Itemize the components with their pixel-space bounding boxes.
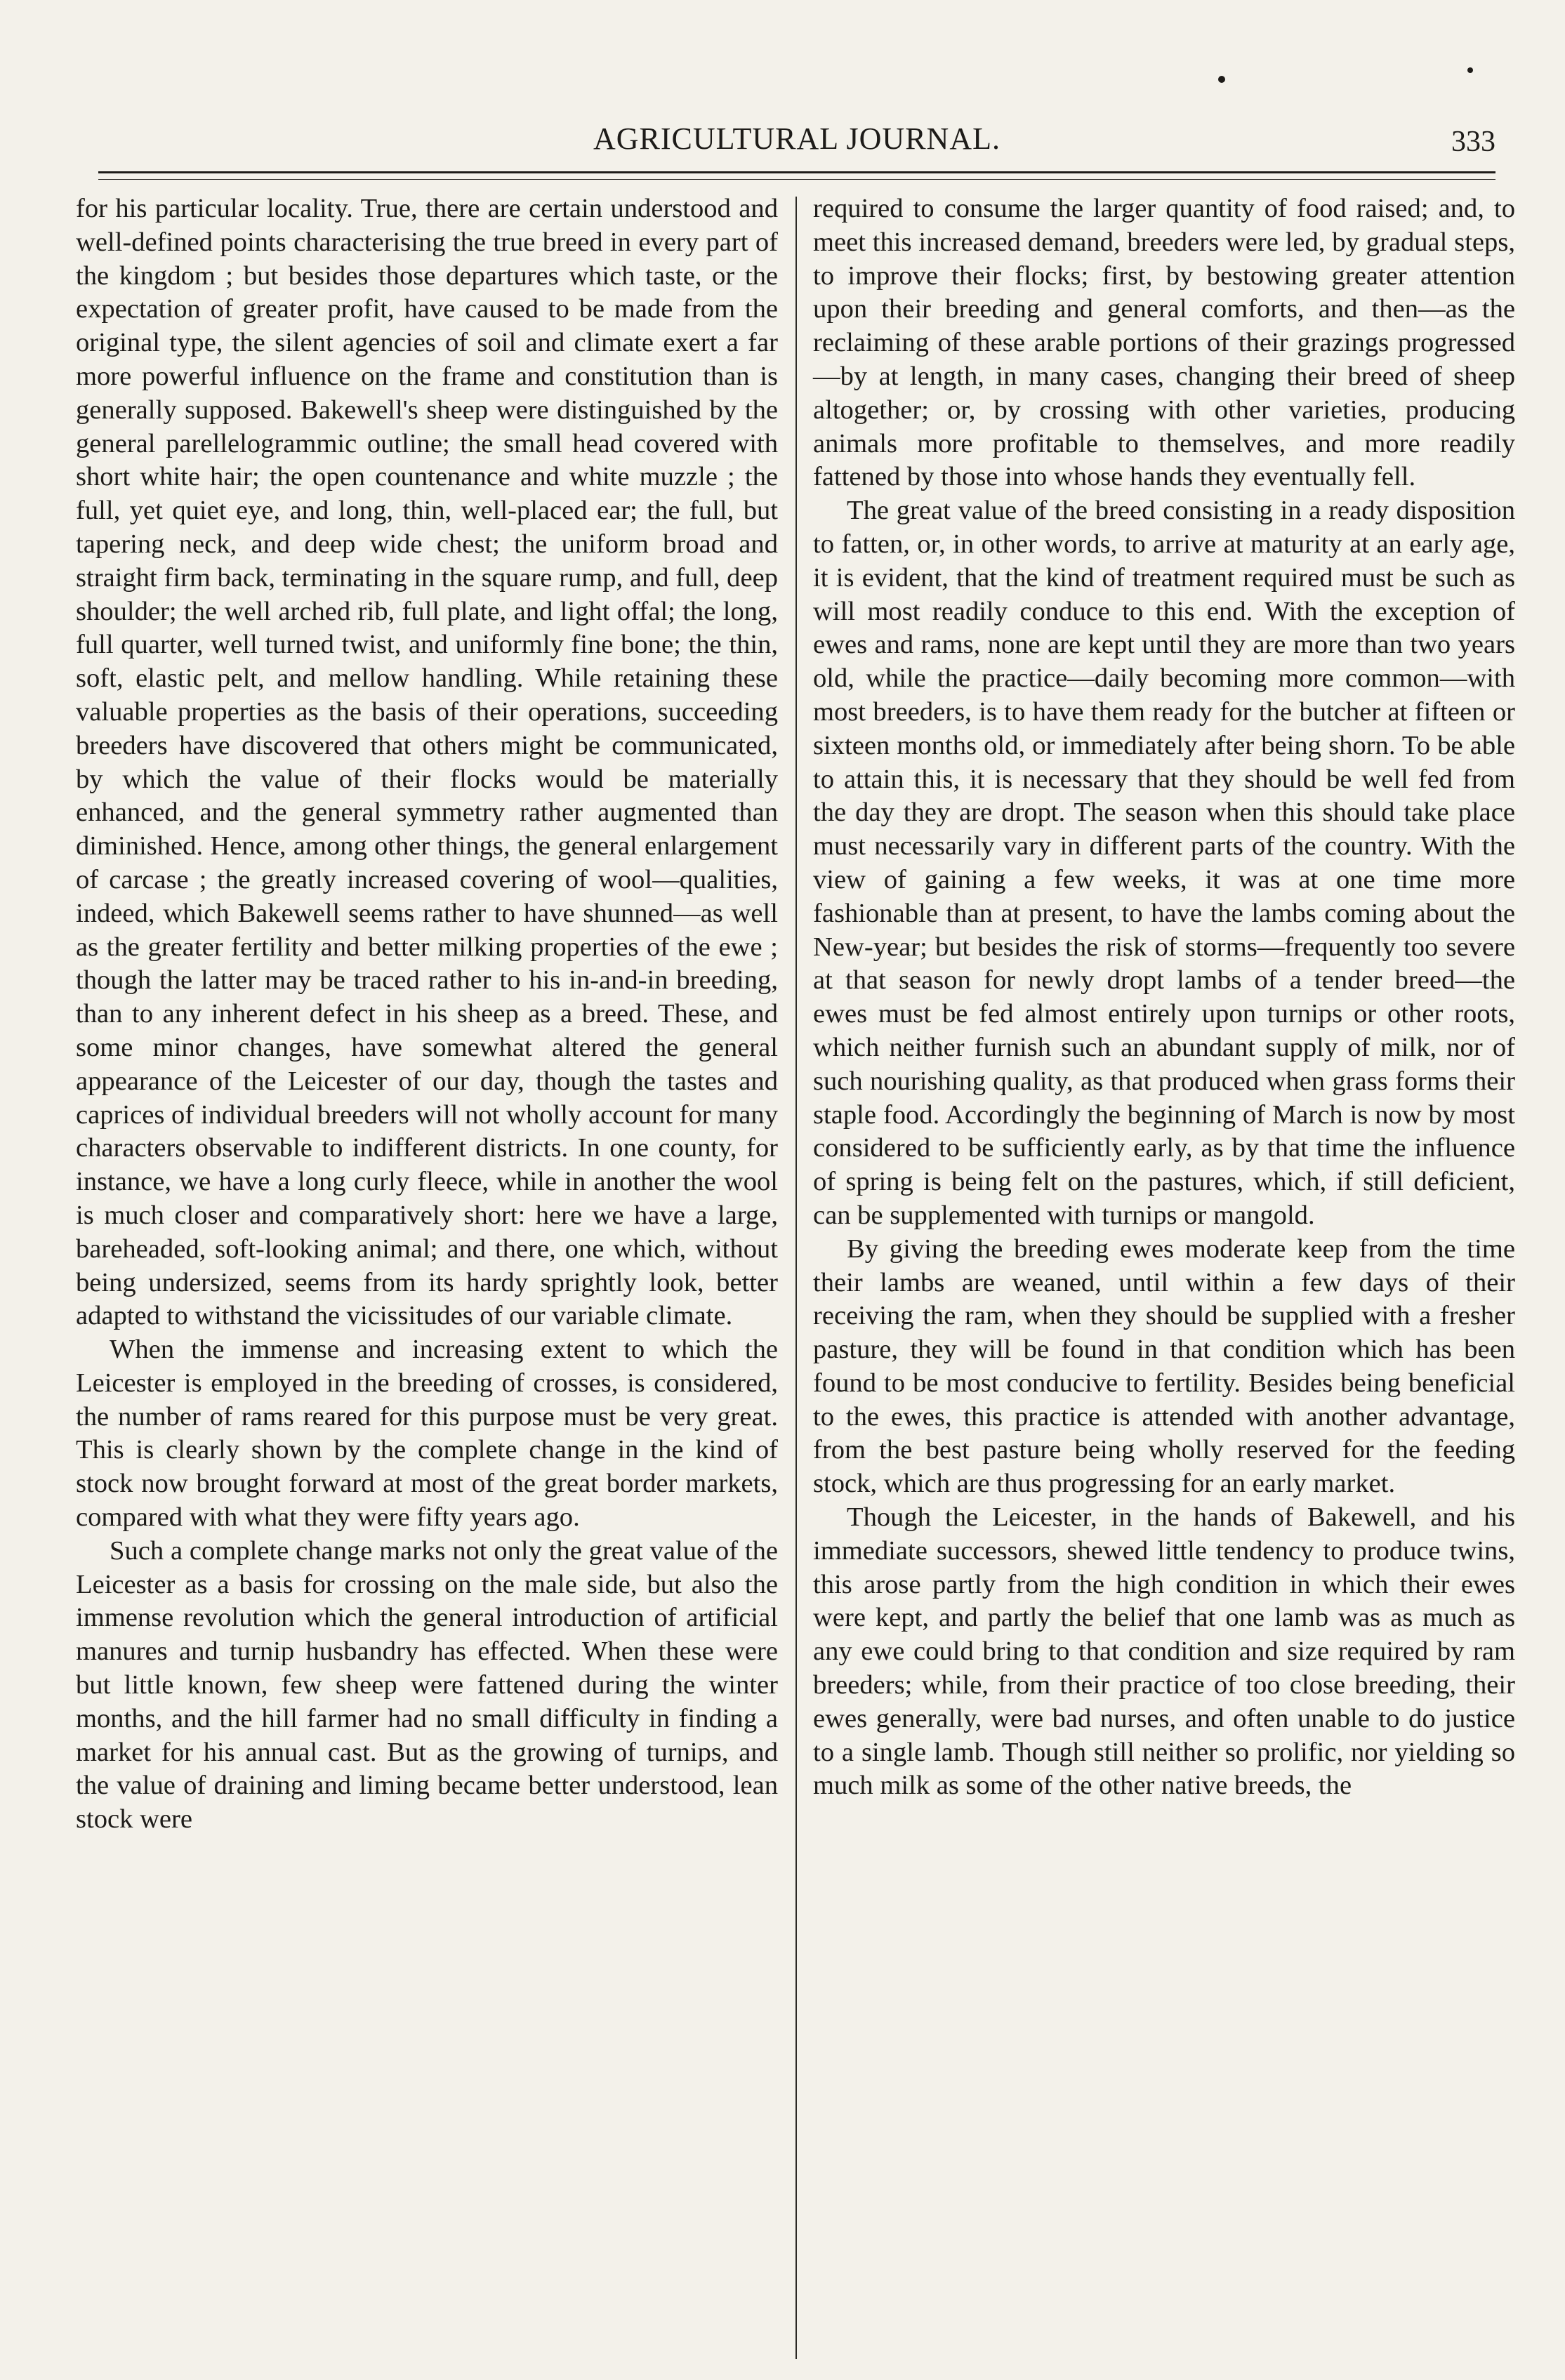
page-number: 333 <box>1451 126 1495 158</box>
paragraph: By giving the breeding ewes moderate keep from the time their lambs are weaned, until within a few days of their receiving the ram, when they should be supplied with a fresher pasture, they will be found in that condition which has been found to be most conducive to fertility. Besides being beneficial to the ewes, this practice is attended with another advantage, from the best pasture being wholly reserved for the feeding stock, which are thus progressing for an early market. <box>813 1234 1515 1499</box>
left-column <box>76 192 778 1837</box>
paragraph: Though the Leicester, in the hands of Bakewell, and his immediate successors, shewed little tendency to produce twins, this arose partly from the high condition in which their ewes were kept, and partly the belief that one lamb was as much as any ewe could bring to that condition and size required by ram breeders; while, from their practice of too close breeding, their ewes generally, were bad nurses, and often unable to do justice to a single lamb. Though still neither so prolific, nor yielding so much milk as some of the other native breeds, the <box>813 1502 1515 1801</box>
ink-speck <box>1218 76 1225 83</box>
ink-speck <box>1467 67 1473 73</box>
paragraph: for his particular locality. True, there are certain understood and well-defined points characterising the true breed in every part of the kingdom ; but besides those departures which taste, or the expectation of greater profit, have caused to be made from the original type, the silent agencies of soil and climate exert a far more powerful influence on the frame and constitution than is generally supposed. Bakewell's sheep were distinguished by the general parellelogrammic outline; the small head covered with short white hair; the open countenance and white muzzle ; the full, yet quiet eye, and long, thin, well-placed ear; the full, but tapering neck, and deep wide chest; the uniform broad and straight firm back, terminating in the square rump, and full, deep shoulder; the well arched rib, full plate, and light offal; the long, full quarter, well turned twist, and uniformly fine bone; the thin, soft, elastic pelt, and mellow handling. While retaining these valuable properties as the basis of their operations, succeeding breeders have discovered that others might be communicated, by which the value of their flocks would be materially enhanced, and the general symmetry rather augmented than diminished. Hence, among other things, the general enlargement of carcase ; the greatly increased covering of wool—qualities, indeed, which Bakewell seems rather to have shunned—as well as the greater fertility and better milking properties of the ewe ; though the latter may be traced rather to his in-and-in breeding, than to any inherent defect in his sheep as a breed. These, and some minor changes, have somewhat altered the general appearance of the Leicester of our day, though the tastes and caprices of individual breeders will not wholly account for many characters observable to indifferent districts. In one county, for instance, we have a long curly fleece, while in another the wool is much closer and comparatively short: here we have a large, bareheaded, soft-looking animal; and there, one which, without being undersized, seems from its hardy sprightly look, better adapted to withstand the vicissitudes of our variable climate. <box>76 194 778 1331</box>
page-header <box>98 121 1495 170</box>
paragraph: required to consume the larger quantity of food raised; and, to meet this increased demand, breeders were led, by gradual steps, to improve their flocks; first, by bestowing greater attention upon their breeding and general comforts, and then—as the reclaiming of these arable portions of their grazings progressed—by at length, in many cases, changing their breed of sheep altogether; or, by crossing with other varieties, producing animals more profitable to themselves, and more readily fattened by those into whose hands they eventually fell. <box>813 194 1515 492</box>
paragraph: The great value of the breed consisting in a ready disposition to fatten, or, in other words, to arrive at maturity at an early age, it is evident, that the kind of treatment required must be such as will most readily conduce to this end. With the exception of ewes and rams, none are kept until they are more than two years old, while the practice—daily becoming more common—with most breeders, is to have them ready for the butcher at fifteen or sixteen months old, or immediately after being shorn. To be able to attain this, it is necessary that they should be well fed from the day they are dropt. The season when this should take place must necessarily vary in different parts of the country. With the view of gaining a few weeks, it was at one time more fashionable than at present, to have the lambs coming about the New-year; but besides the risk of storms—frequently too severe at that season for newly dropt lambs of a tender breed—the ewes must be fed almost entirely upon turnips or other roots, which neither furnish such an abundant supply of milk, nor of such nourishing quality, as that produced when grass forms their staple food. Accordingly the beginning of March is now by most considered to be sufficiently early, as by that time the influence of spring is being felt on the pastures, which, if still deficient, can be supplemented with turnips or mangold. <box>813 496 1515 1230</box>
running-head: AGRICULTURAL JOURNAL. <box>593 121 1001 156</box>
header-rule-thin <box>98 179 1495 180</box>
paragraph: When the immense and increasing extent to which the Leicester is employed in the breeding of crosses, is considered, the number of rams reared for this purpose must be very great. This is clearly shown by the complete change in the kind of stock now brought forward at most of the great border markets, compared with what they were fifty years ago. <box>76 1335 778 1533</box>
paragraph: Such a complete change marks not only the great value of the Leicester as a basis for crossing on the male side, but also the immense revolution which the general introduction of artificial manures and turnip husbandry has effected. When these were but little known, few sheep were fattened during the winter months, and the hill farmer had no small difficulty in finding a market for his annual cast. But as the growing of turnips, and the value of draining and liming became better understood, lean stock were <box>76 1535 778 1834</box>
header-rule <box>98 171 1495 173</box>
column-divider <box>795 197 797 2359</box>
right-column <box>813 192 1515 1803</box>
